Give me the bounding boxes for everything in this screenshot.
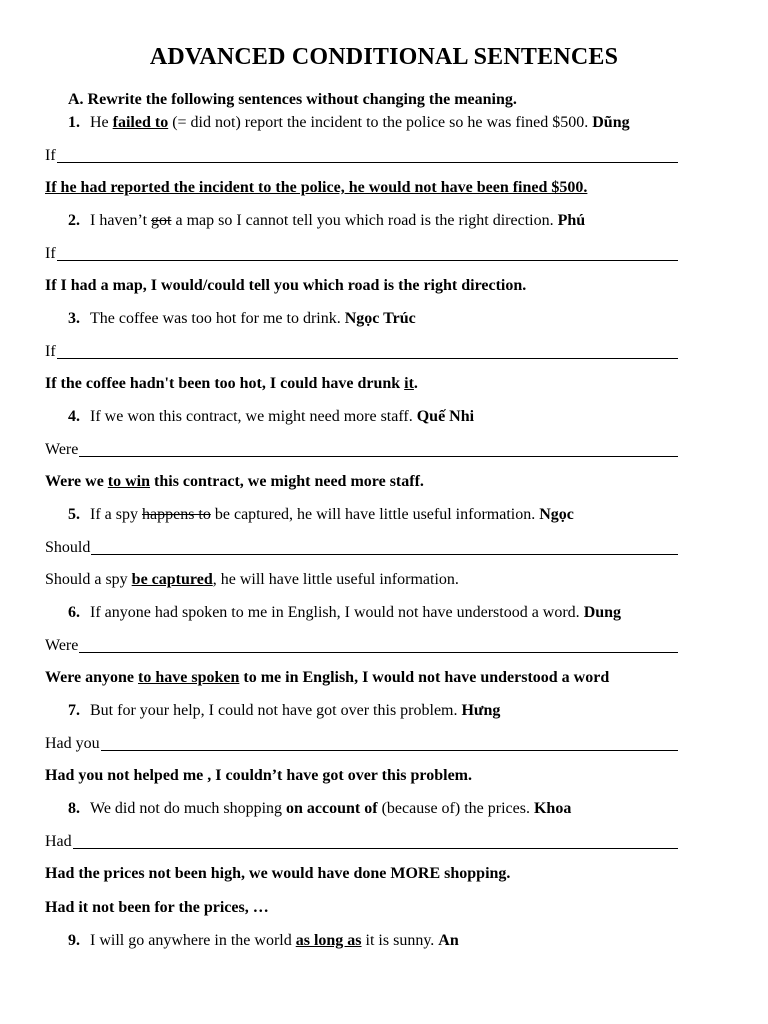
- question-8: 8. We did not do much shopping on account of (because of) the prices. Khoa: [68, 800, 572, 817]
- student-name: Dung: [583, 604, 622, 621]
- question-2: 2. I haven’t got a map so I cannot tell you which road is the right direction. Phú: [68, 212, 586, 229]
- answer-blank-4[interactable]: Were: [45, 440, 678, 460]
- answer-blank-2[interactable]: If: [45, 244, 678, 264]
- answer-2: If I had a map, I would/could tell you which road is the right direction.: [45, 277, 527, 294]
- section-instruction: A. Rewrite the following sentences without changing the meaning.: [68, 91, 517, 108]
- answer-blank-8[interactable]: Had: [45, 832, 678, 852]
- answer-3: If the coffee hadn't been too hot, I could have drunk it.: [45, 375, 418, 392]
- student-name: Quế Nhi: [416, 408, 475, 425]
- student-name: Hưng: [461, 702, 501, 719]
- page-title: ADVANCED CONDITIONAL SENTENCES: [149, 44, 619, 70]
- question-7: 7. But for your help, I could not have got over this problem. Hưng: [68, 702, 501, 719]
- answer-7: Had you not helped me , I couldn’t have got over this problem.: [45, 767, 472, 784]
- answer-6: Were anyone to have spoken to me in English, I would not have understood a word: [45, 669, 610, 686]
- answer-blank-1[interactable]: If: [45, 146, 678, 166]
- student-name: An: [438, 932, 459, 949]
- answer-blank-6[interactable]: Were: [45, 636, 678, 656]
- student-name: Ngọc Trúc: [344, 310, 416, 327]
- answer-8-alt: Had it not been for the prices, …: [45, 899, 269, 916]
- answer-1: If he had reported the incident to the police, he would not have been fined $500.: [45, 179, 588, 196]
- question-9: 9. I will go anywhere in the world as long as it is sunny. An: [68, 932, 459, 949]
- student-name: Khoa: [533, 800, 572, 817]
- question-4: 4. If we won this contract, we might need more staff. Quế Nhi: [68, 408, 475, 425]
- answer-blank-3[interactable]: If: [45, 342, 678, 362]
- student-name: Ngọc: [539, 506, 574, 523]
- student-name: Dũng: [592, 114, 630, 131]
- question-5: 5. If a spy happens to be captured, he will have little useful information. Ngọc: [68, 506, 574, 523]
- student-name: Phú: [557, 212, 586, 229]
- answer-4: Were we to win this contract, we might need more staff.: [45, 473, 424, 490]
- question-1: 1. He failed to (= did not) report the incident to the police so he was fined $500. Dũng: [68, 114, 630, 131]
- answer-blank-5[interactable]: Should: [45, 538, 678, 558]
- question-6: 6. If anyone had spoken to me in English, I would not have understood a word. Dung: [68, 604, 622, 621]
- answer-blank-7[interactable]: Had you: [45, 734, 678, 754]
- question-3: 3. The coffee was too hot for me to drink. Ngọc Trúc: [68, 310, 416, 327]
- question-number: 1.: [68, 114, 80, 131]
- answer-5: Should a spy be captured, he will have little useful information.: [45, 571, 459, 588]
- answer-8: Had the prices not been high, we would have done MORE shopping.: [45, 865, 511, 882]
